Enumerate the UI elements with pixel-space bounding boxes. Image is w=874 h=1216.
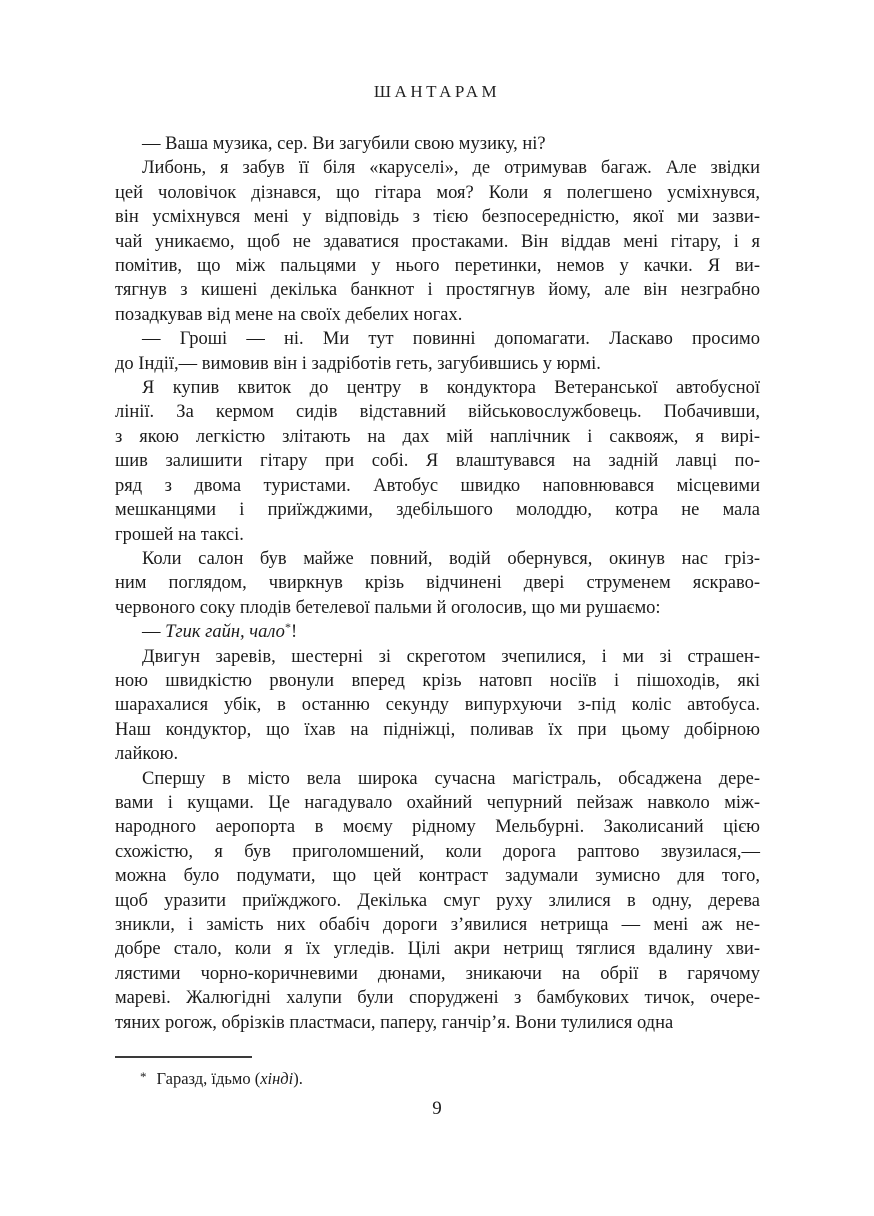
page-number: 9 <box>432 1098 442 1119</box>
italic-phrase: Тгик гайн, чало <box>165 622 285 643</box>
text-line: червоного соку плодів бетелевої пальми й оголосив, що ми рушаємо: <box>115 597 661 618</box>
text-line: — Гроші — ні. Ми тут повинні допомагати. Ласкаво просимо <box>142 329 760 350</box>
text-line: чай уникаємо, щоб не здаватися простаками. Він віддав мені гітару, і я <box>115 231 760 252</box>
text-line: позадкував від мене на своїх дебелих ногах. <box>115 304 463 325</box>
footnote-text <box>157 1069 303 1088</box>
text-line: шив залишити гітару при собі. Я влаштувався на задній лавці по- <box>115 451 760 472</box>
text-line: шарахалися убік, в останню секунду випурхуючи з-під коліс автобуса. <box>115 695 760 716</box>
text-line: з якою легкістю злітають на дах мій наплічник і саквояж, я вирі- <box>115 426 760 447</box>
footnote-divider <box>115 1056 252 1058</box>
text-line: Либонь, я забув її біля «каруселі», де отримував багаж. Але звідки <box>142 158 760 179</box>
paragraph <box>115 156 760 327</box>
text-line: ним поглядом, чвиркнув крізь відчинені двері струменем яскраво- <box>115 573 760 594</box>
text-line: зникли, і замість них обабіч дороги з’явилися нетрища — мені аж не- <box>115 915 760 935</box>
footnote-reference-mark: * <box>284 620 291 635</box>
text-segment: ). <box>293 1069 303 1088</box>
text-line: народного аеропорта в моєму рідному Мельбурні. Заколисаний цією <box>115 817 760 838</box>
text-line: ряд з двома туристами. Автобус швидко наповнювався місцевими <box>115 475 760 496</box>
text-line: мареві. Жалюгідні халупи були споруджені з бамбукових тичок, очере- <box>115 988 760 1009</box>
text-line: тяних рогож, обрізків пластмаси, паперу, ганчір’я. Вони тулилися одна <box>115 1012 674 1033</box>
text-line: Я купив квиток до центру в кондуктора Ветеранської автобусної <box>142 378 760 399</box>
paragraph <box>115 767 760 1035</box>
italic-phrase: хінді <box>260 1069 294 1088</box>
text-line: лінії. За кермом сидів відставний військовослужбовець. Побачивши, <box>115 402 760 423</box>
text-line: — Ваша музика, сер. Ви загубили свою музику, ні? <box>142 134 546 154</box>
paragraph <box>115 547 760 620</box>
paragraph <box>115 327 760 376</box>
paragraph <box>115 376 760 547</box>
text-line: добре стало, коли я їх угледів. Цілі акри нетрищ тяглися вдалину хви- <box>115 939 760 960</box>
text-line: Спершу в місто вела широка сучасна магістраль, обсаджена дере- <box>142 768 760 789</box>
text-line: мешканцями і приїжджими, здебільшого молоддю, котра не мала <box>115 500 760 521</box>
paragraph <box>115 620 760 644</box>
text-line: ною швидкістю рвонули вперед крізь натовп носіїв і пішоходів, які <box>115 670 760 691</box>
text-line: тягнув з кишені декілька банкнот і простягнув йому, але він незграбно <box>115 280 760 301</box>
paragraph <box>115 645 760 767</box>
text-line: він усміхнувся мені у відповідь з тією безпосередністю, якої ми зазви- <box>115 207 760 228</box>
text-line: Коли салон був майже повний, водій обернувся, окинув нас гріз- <box>142 548 760 569</box>
text-line: схожістю, я був приголомшений, коли дорога раптово звузилася,— <box>115 841 760 862</box>
paragraph <box>115 132 760 156</box>
footnote-marker: * <box>140 1069 147 1084</box>
text-line: щоб уразити приїжджого. Декілька смуг руху злилися в одну, дерева <box>115 890 760 911</box>
text-line: помітив, що між пальцями у нього перетинки, немов у качки. Я ви- <box>115 256 760 277</box>
body-text <box>115 132 760 1035</box>
text-line: грошей на таксі. <box>115 524 244 545</box>
text-segment: ! <box>290 622 298 643</box>
text-segment: — <box>142 622 166 643</box>
text-line: до Індії,— вимовив він і задріботів геть, загубившись у юрмі. <box>115 353 601 374</box>
text-line: Двигун заревів, шестерні зі скреготом зчепилися, і ми зі страшен- <box>142 646 760 667</box>
footnote <box>115 1066 760 1090</box>
text-line <box>115 620 760 644</box>
text-line: лайкою. <box>115 744 179 765</box>
text-line: можна було подумати, що цей контраст задумали зумисно для того, <box>115 866 760 887</box>
text-line: вами і кущами. Це нагадувало охайний чепурний пейзаж навколо між- <box>115 792 760 813</box>
text-line: Наш кондуктор, що їхав на підніжці, поливав їх при цьому добірною <box>115 719 760 740</box>
running-header: ШАНТАРАМ <box>373 82 501 101</box>
text-line: лястими чорно-коричневими дюнами, зникаючи на обрії в гарячому <box>115 963 760 984</box>
text-line: цей чоловічок дізнався, що гітара моя? Коли я полегшено усміхнувся, <box>115 182 760 203</box>
text-segment: Гаразд, їдьмо ( <box>156 1069 261 1088</box>
